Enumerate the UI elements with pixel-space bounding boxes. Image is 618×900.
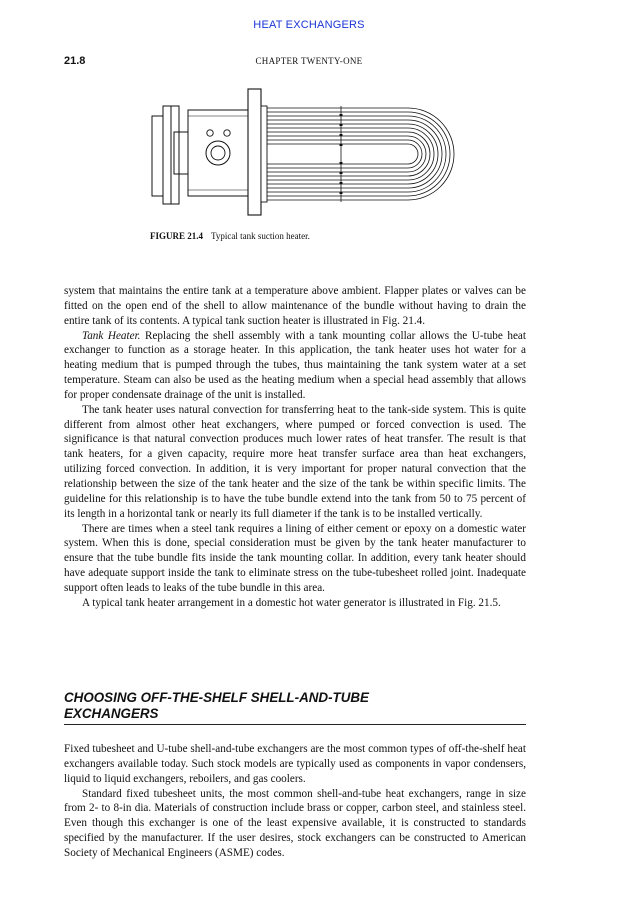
running-head: HEAT EXCHANGERS [253, 19, 365, 31]
tank-suction-heater-figure [140, 86, 460, 218]
body-text-2 [64, 742, 526, 861]
paragraph: Fixed tubesheet and U-tube shell-and-tube exchangers are the most common types of off-the-shelf heat exchangers available today. Such stock models are typically used as components in vapor condensers, liquid to liquid exchangers, reboilers, and gas coolers. [64, 743, 526, 785]
figure-label: FIGURE 21.4 [150, 231, 204, 241]
body-text-1 [64, 284, 526, 611]
section-heading: CHOOSING OFF-THE-SHELF SHELL-AND-TUBE EXCHANGERS [64, 690, 526, 725]
figure-caption-text: Typical tank suction heater. [211, 231, 310, 241]
page-number: 21.8 [64, 55, 86, 67]
paragraph: There are times when a steel tank requires a lining of either cement or epoxy on a domestic water system. When this is done, special consideration must be given by the tank heater manufacturer to ensure that the tube bundle fits inside the tank mounting collar. In addition, every tank heater should have adequate support inside the tank to eliminate stress on the tube-tubesheet rolled joint. Inadequate support often leads to leaks of the tube bundle in this area. [64, 522, 526, 594]
chapter-title: CHAPTER TWENTY-ONE [255, 56, 363, 66]
paragraph: Tank Heater. Replacing the shell assembly with a tank mounting collar allows the U-tube heat exchanger to function as a storage heater. In this application, the tank heater uses hot water for a heating medium that is pumped through the tubes, thus maintaining the tank system water at a set temperature. Steam can also be used as the heating medium when a special head assembly that allows for proper condensate drainage of the unit is installed. [64, 329, 526, 401]
paragraph: The tank heater uses natural convection for transferring heat to the tank-side system. This is quite different from almost other heat exchangers, where pumped or forced convection is used. The significance is that natural convection produces much lower rates of heat transfer. The result is that tank heaters, for a given capacity, require more heat transfer surface area than heat exchangers, utilizing forced convection. In addition, it is very important for proper natural convection that the relationship between the size of the tank heater and the size of the tank be within specific limits. The guideline for this relationship is to have the tube bundle extend into the tank from 50 to 75 percent of its length in a horizontal tank or nearly its full diameter if the tank is to be installed vertically. [64, 403, 526, 520]
paragraph: Standard fixed tubesheet units, the most common shell-and-tube heat exchangers, range in size from 2- to 8-in dia. Materials of construction include brass or copper, carbon steel, and stainless steel. Even though this exchanger is one of the least expensive available, it is constructed to standards specified by the manufacturer. If the user desires, stock exchangers can be constructed to American Society of Mechanical Engineers (ASME) codes. [64, 787, 526, 859]
figure-caption [150, 231, 310, 241]
run-in-heading: Tank Heater. [82, 329, 141, 342]
paragraph: A typical tank heater arrangement in a domestic hot water generator is illustrated in Fig. 21.5. [82, 596, 501, 609]
paragraph: system that maintains the entire tank at a temperature above ambient. Flapper plates or valves can be fitted on the open end of the shell to allow maintenance of the bundle without having to drain the entire tank of its contents. A typical tank suction heater is illustrated in Fig. 21.4. [64, 285, 526, 327]
